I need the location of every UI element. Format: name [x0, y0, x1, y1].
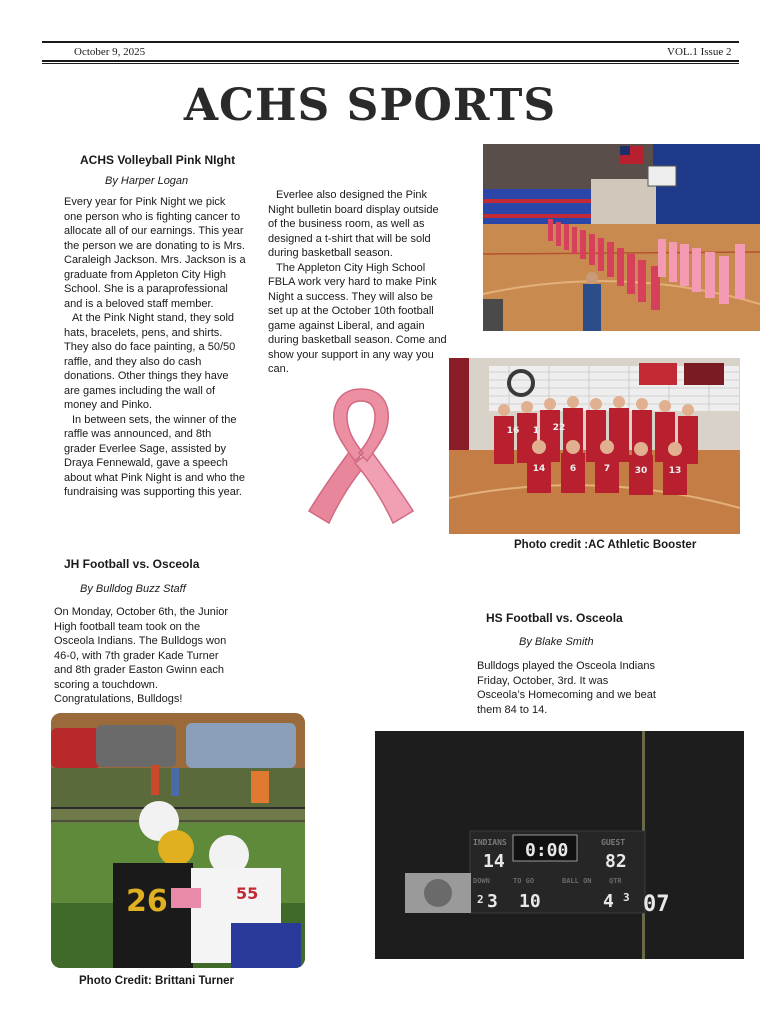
volleyball-paragraph: The Appleton City High School FBLA work very hard to make Pink Night a success. They will also be set up at the October 10th football game against Liberal, and again during basketball season. Come and show your support in any way you can. [268, 261, 447, 375]
jh-football-photo [51, 713, 305, 968]
jh-football-byline: By Bulldog Buzz Staff [80, 583, 186, 595]
masthead-title: ACHS SPORTS [183, 80, 557, 131]
pink-ribbon-icon [305, 383, 417, 525]
gym-pink-night-photo [483, 144, 760, 331]
jh-football-paragraph: On Monday, October 6th, the Junior High football team took on the Osceola Indians. The Bulldogs won 46-0, with 7th grader Kade Turner and 8th grader Easton Gwinn each scoring a touchdown. Congratulations, Bulldogs! [54, 606, 229, 705]
volleyball-paragraph: Every year for Pink Night we pick one person who is fighting cancer to allocate all of our earnings. This year the person we are donating to is Mrs. Caraleigh Jackson. Mrs. Jackson is a graduate from Appleton City High School. She is a paraprofessional and is a beloved staff member. [64, 196, 246, 310]
scoreboard-photo [375, 731, 744, 959]
volleyball-paragraph: At the Pink Night stand, they sold hats, bracelets, pens, and shirts. They also do face painting, a 50/50 raffle, and they also do cash donations. Other things they have are games including the wall of money and Pinko. [64, 312, 236, 411]
scoreboard-qtr-label: QTR [609, 877, 622, 885]
scoreboard-togo-label: TO GO [513, 877, 535, 885]
scoreboard-down: 2 [477, 893, 484, 906]
volleyball-team-photo [449, 358, 740, 534]
scoreboard-to-go: 10 [519, 891, 541, 912]
volleyball-headline: ACHS Volleyball Pink NIght [80, 153, 236, 167]
hs-football-paragraph: Bulldogs played the Osceola Indians Friday, October, 3rd. It was Osceola’s Homecoming and we beat them 84 to 14. [477, 660, 656, 716]
scoreboard-clock: 0:00 [525, 840, 569, 861]
jersey-number: 55 [236, 884, 259, 903]
scoreboard-togo-digit: 3 [487, 891, 498, 912]
jersey-number: 16 [506, 426, 520, 436]
issue-volume: VOL.1 Issue 2 [667, 46, 732, 58]
jh-football-headline: JH Football vs. Osceola [64, 557, 200, 571]
jersey-number: 13 [668, 466, 682, 476]
hs-football-byline: By Blake Smith [519, 636, 594, 648]
jersey-number: 26 [126, 884, 168, 919]
scoreboard-extra: 07 [643, 892, 670, 917]
jersey-number: 30 [634, 466, 648, 476]
jersey-number: 1 [532, 426, 540, 436]
jh-football-body [54, 605, 234, 707]
scoreboard-ball-on: 4 [603, 891, 614, 912]
jersey-number: 6 [569, 464, 577, 474]
issue-date: October 9, 2025 [74, 46, 146, 58]
volleyball-continued [268, 188, 448, 377]
scoreboard-home-score: 14 [483, 851, 505, 872]
scoreboard-qtr: 3 [623, 891, 630, 904]
jersey-number: 7 [603, 464, 611, 474]
header-rule-bottom-2 [42, 63, 739, 64]
volleyball-photo-credit: Photo credit :AC Athletic Booster [514, 539, 697, 551]
volleyball-byline: By Harper Logan [105, 175, 189, 187]
hs-football-headline: HS Football vs. Osceola [486, 611, 623, 625]
scoreboard-guest-score: 82 [605, 851, 627, 872]
jh-football-photo-credit: Photo Credit: Brittani Turner [79, 975, 235, 987]
volleyball-body [64, 195, 246, 500]
scoreboard-down-label: DOWN [473, 877, 490, 885]
scoreboard-guest-label: GUEST [601, 838, 626, 847]
header-rule-bottom-1 [42, 60, 739, 62]
volleyball-paragraph: In between sets, the winner of the raffle was announced, and 8th grader Everlee Sage, assisted by Draya Fennewald, gave a speech about what Pink Night is and who the fundraising was supporting this year. [64, 413, 246, 498]
jersey-number: 14 [532, 464, 546, 474]
jersey-number: 22 [552, 423, 566, 433]
header-rule-top [42, 41, 739, 43]
scoreboard-ballon-label: BALL ON [562, 877, 592, 885]
hs-football-body [477, 659, 657, 717]
scoreboard-home-label: INDIANS [473, 838, 507, 847]
volleyball-paragraph: Everlee also designed the Pink Night bulletin board display outside of the business room, as well as designed a t-shirt that will be sold during basketball season. [268, 189, 439, 259]
